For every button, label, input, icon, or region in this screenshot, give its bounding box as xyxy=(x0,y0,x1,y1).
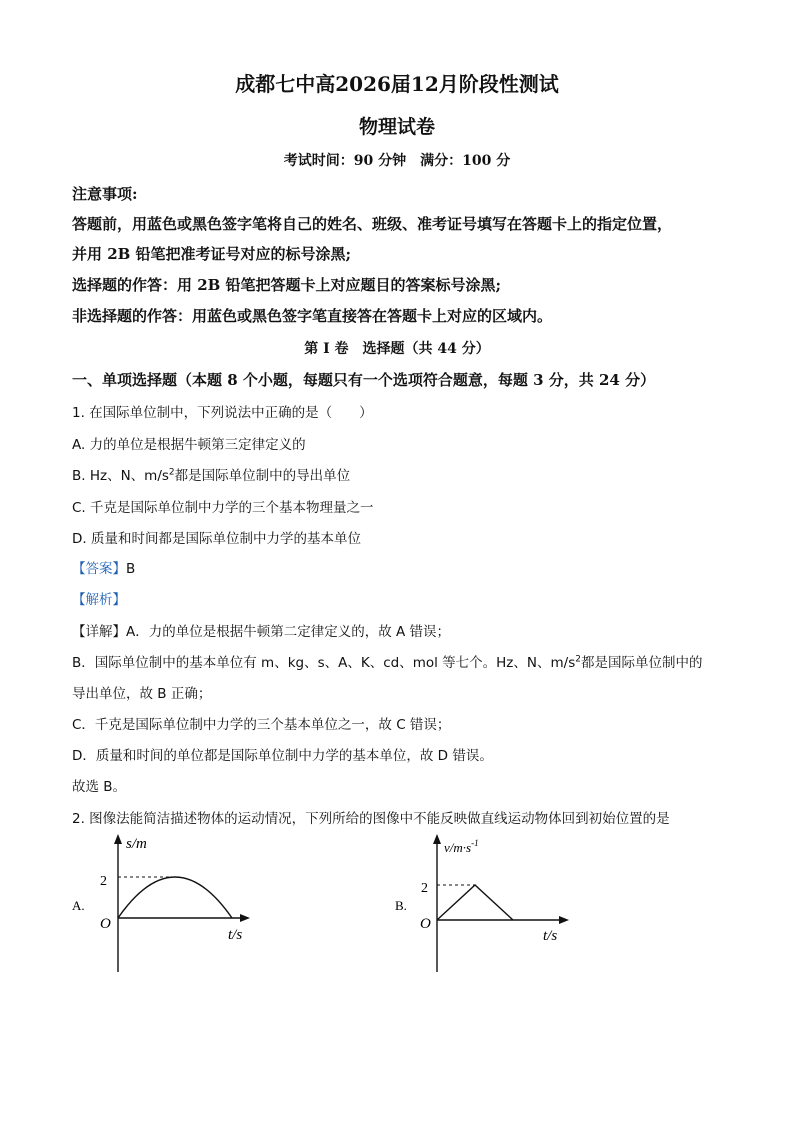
q2-stem: 2. 图像法能简洁描述物体的运动情况，下列所给的图像中不能反映做直线运动物体回到初始位置的是 xyxy=(72,811,670,827)
graph-a-y-label: s/m xyxy=(126,836,147,852)
detail-tag: 【详解】 xyxy=(72,624,126,640)
q1-option-c: C. 千克是国际单位制中力学的三个基本物理量之一 xyxy=(72,500,374,516)
answer-tag: 【答案】 xyxy=(72,561,126,577)
graph-b-x-label: t/s xyxy=(543,928,558,944)
q1-detail-a xyxy=(72,620,450,640)
q1-option-b xyxy=(72,464,350,484)
graph-b-y-arrow-icon xyxy=(433,834,441,844)
graph-a-x-label: t/s xyxy=(228,927,243,943)
notes-line-3: 选择题的作答：用 2B 铅笔把答题卡上对应题目的答案标号涂黑; xyxy=(72,276,502,294)
q1-option-b-prefix: B. Hz、N、m/s xyxy=(72,468,169,484)
graph-a-peak-label: 2 xyxy=(100,874,107,889)
q1-option-b-suffix: 都是国际单位制中的导出单位 xyxy=(174,468,351,484)
notes-line-1: 答题前，用蓝色或黑色签字笔将自己的姓名、班级、准考证号填写在答题卡上的指定位置， xyxy=(72,215,673,233)
part-title: 第 I 卷 选择题（共 44 分） xyxy=(304,341,490,357)
q1-stem: 1. 在国际单位制中，下列说法中正确的是（ ） xyxy=(72,405,373,421)
graph-a-origin: O xyxy=(100,916,111,932)
q1-conclusion: 故选 B。 xyxy=(72,779,127,795)
q1-detail-b2: 导出单位，故 B 正确； xyxy=(72,686,212,702)
answer-value: B xyxy=(126,561,136,577)
q1-answer xyxy=(72,557,135,577)
notes-line-4: 非选择题的作答：用蓝色或黑色签字笔直接答在答题卡上对应的区域内。 xyxy=(72,307,553,325)
page-title: 成都七中高2026届12月阶段性测试 xyxy=(235,72,559,96)
page-subtitle: 物理试卷 xyxy=(358,116,435,138)
q1-detail-b1 xyxy=(72,651,702,671)
analysis-tag: 【解析】 xyxy=(72,592,126,608)
graph-a-option-label: A. xyxy=(72,898,85,913)
graph-b-y-label-main: v/m·s xyxy=(444,840,472,855)
notes-line-2: 并用 2B 铅笔把准考证号对应的标号涂黑; xyxy=(72,245,352,263)
graph-b-y-label-sup: -1 xyxy=(471,838,479,848)
graph-b-origin: O xyxy=(420,916,431,932)
q1-detail-c: C．千克是国际单位制中力学的三个基本单位之一，故 C 错误； xyxy=(72,717,451,733)
graph-b-y-label xyxy=(444,838,479,855)
graph-b-option-label: B. xyxy=(395,898,407,913)
graph-a-y-arrow-icon xyxy=(114,834,122,844)
graph-b-peak-label: 2 xyxy=(421,881,428,896)
graph-a-curve xyxy=(118,877,232,918)
q1-detail-d: D．质量和时间的单位都是国际单位制中力学的基本单位，故 D 错误。 xyxy=(72,748,493,764)
q1-analysis xyxy=(72,588,126,608)
section-heading: 一、单项选择题（本题 8 个小题，每题只有一个选项符合题意，每题 3 分，共 24 分） xyxy=(72,371,656,389)
graph-a-x-arrow-icon xyxy=(240,914,250,922)
q1-option-a: A. 力的单位是根据牛顿第三定律定义的 xyxy=(72,437,306,453)
detail-b1-prefix: B．国际单位制中的基本单位有 m、kg、s、A、K、cd、mol 等七个。Hz、N、m/s xyxy=(72,655,576,671)
graph-b xyxy=(385,830,625,980)
graph-b-line xyxy=(437,885,513,920)
exam-info: 考试时间：90 分钟 满分：100 分 xyxy=(283,153,511,169)
detail-b1-sup: 2 xyxy=(575,654,581,665)
notes-heading: 注意事项: xyxy=(72,185,138,203)
q1-option-d: D. 质量和时间都是国际单位制中力学的基本单位 xyxy=(72,531,361,547)
graph-a xyxy=(60,830,300,980)
q1-option-b-sup: 2 xyxy=(168,467,175,478)
detail-b1-suffix: 都是国际单位制中的 xyxy=(580,655,703,671)
detail-a-text: A．力的单位是根据牛顿第二定律定义的，故 A 错误； xyxy=(126,624,451,640)
graph-b-x-arrow-icon xyxy=(559,916,569,924)
